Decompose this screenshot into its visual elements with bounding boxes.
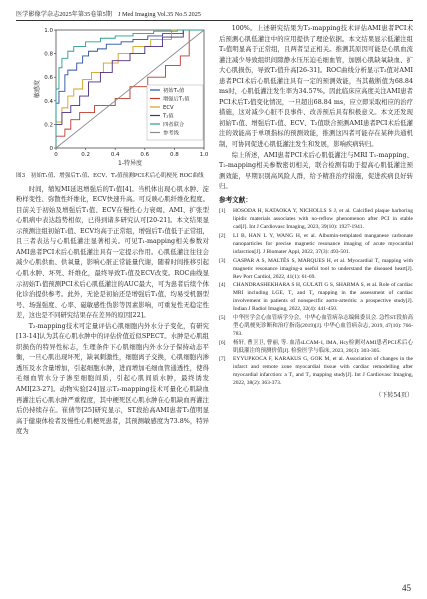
reference-text: CHANDRASHEKHARA S H, GULATI G S, SHARMA S, et al. Role of cardiac MRI including LGE, T₁ and T₂ mapping in the assessment of cardiac involvement in patients of nonspecific aorto-arteritis: a prospective study[J]. Indian J Radiol Imaging, 2022, 32(4): 441-450. [233,282,413,313]
roc-chart [16,24,209,170]
legend-label: T₂值 [163,113,174,120]
reference-text: 中华医学会心血管病学分会，中华心血管病杂志编辑委员会. 急性ST段抬高型心肌梗死诊断和治疗指南(2019)[J]. 中华心血管病杂志, 2019, 47(10): 766-783. [233,314,413,337]
left-paragraph-1: 时间，缩短MI延迟增强后的T₁值[4]。当机体出现心肌水肿、淀粉样变性、弥散性纤维化，ECV快速升高。可反映心肌纤维化程度。目前关于初始及增强后T₁值、ECV在慢性心力衰竭、AMI、扩张型心肌病中表达趋势相似，已得到诸多研究认可[20-21]。本文结果显示预测注组初始T₁值、ECV均高于正常组，增强后T₁值低于正常组，且三者表达与心肌低灌注显著相关。可见T₁-mapping相关参数对AMI患者PCI术后心肌低灌注具有一定提示作用。心肌低灌注往往会减少心肌供血、供氧量，影响心脏正常能量代谢，随着时间推移引起心肌水肿、坏死、纤维化，最终导致T₁值及ECV改变。ROC曲线显示初始T₁值预测PCI术后心肌低灌注的AUC最大，可为患者后续个体化诊治提供参考。此外，无论是初始还是增强后T₁值，均易受机器型号、场强强度、心率、磁敏感性伪影等因素影响，可重复性无稳定性差，这也是不同研究结果存在差异的原因[22]。 [16,185,209,320]
y-tick-label: 0.4 [44,98,53,105]
reference-text: 杨轩, 曹卫卫, 曹丽, 等. 血清sLCAM-1, IMA, Hcy检测对AMI患者PCI术后心肌低灌注的预测价值[J]. 检验医学与临床, 2023, 20(3): 303-305. [233,339,413,354]
reference-text: LI B, HAN L Y, WANG H, et al. Albumin-templated manganese carbonate nanoparticles for precise magnetic resonance imaging of acute myocardial infarction[J]. J Biomater Appl, 2022, 37(3): 493-501. [233,232,413,256]
right-paragraph-1: 100%。上述研究结果为T₂-mapping技术评估AMI患者PCI术后预测心肌低灌注中的应用提供了理论依据。本文结果显示低灌注组T₂值明显高于正常组，且两者呈正相关。推测其原因可能是心肌血流灌注减少导致组织间隙静水压压迫毛细血管，加剧心肌缺氧缺血、扩大心肌损伤，导致T₂值升高[26-31]。ROC曲线分析显示T₂值对AMI患者PCI术后心肌低灌注具有一定的预测效能，当其截断值为68.84 ms时，心肌低灌注发生率为34.57%。因此临床应高度关注AMI患者PCI术后T₂值变化情况，一旦超出68.84 ms，应立即采取相应的治疗措施，这对减少心脏不良事件、改善预后具有积极意义。本文还发现初始T₁值、增强后T₁值、ECV、T₂值联合预测AMI患者PCI术后低灌注的效能高于单项指标的预测效能，推测这四者可能存在某种共通机制，可协同促进心肌低灌注发生和发展，影响疾病转归。 [219,25,413,149]
reference-item [219,339,413,355]
x-tick-label: 0.6 [140,152,150,158]
x-tick-label: 0.8 [170,152,179,158]
reference-item [219,207,413,231]
legend-label: ECV [163,105,174,111]
y-tick-label: 0.8 [44,51,53,58]
reference-item [219,314,413,338]
x-axis-label: 1-特异度 [118,160,142,167]
right-column [219,24,413,402]
x-tick-label: 0 [54,152,58,158]
reference-list [219,207,413,387]
x-tick-label: 0.4 [110,152,120,158]
reference-number: [5] [219,314,226,321]
continued-note: （下转54页） [375,392,413,400]
legend-label: 四者联合 [163,122,185,128]
right-paragraph-2: 综上所述，AMI患者PCI术后心肌低灌注与MRI T₁-mapping、T₂-mapping相关参数密切相关，联合检测有助于提高心肌低灌注预测效能，早期识别高风险人群，给予精准治疗措施，促进疾病良好转归。 [219,151,413,191]
legend-label: 初始T₁值 [163,88,185,94]
references-title: 参考文献： [219,195,252,204]
reference-text: EYYUPKOCA F, KARAKUS G, GOK M, et al. Association of changes in the infarct and remote zone myocardial tissue with cardiac remodelling after myocardial infarction: a T₁ and T₂ mapping study[J]. Int J Cardiovasc Imaging, 2022, 38(2): 363-373. [233,356,413,387]
reference-item [219,355,413,387]
reference-number: [4] [219,282,226,289]
legend-label: 参考线 [163,130,179,137]
reference-number: [2] [219,232,226,239]
page-number: 45 [402,583,411,593]
reference-number: [7] [219,356,226,363]
y-axis-label: 敏感度 [34,79,41,99]
y-tick-label: 0.2 [44,122,53,129]
legend-label: 增强后T₁值 [163,96,190,103]
reference-text: GASPAR A S, MALTÊS S, MARQUES H, et al. Myocardial T₁ mapping with magnetic resonance imaging-a useful tool to understand the diseased heart[J]. Rev Port Cardiol, 2022, 41(1): 61-69. [233,257,413,280]
reference-number: [3] [219,257,226,264]
reference-number: [6] [219,339,226,346]
reference-item [219,281,413,313]
reference-item [219,257,413,281]
y-tick-label: 0 [49,146,53,152]
running-header [16,4,413,21]
left-paragraph-2: T₂-mapping技术可定量评估心肌细胞内外水分子变化，有研究[13-14]认为其在心肌水肿中的评估价值近似SPECT。水肿是心肌组织损伤的特异性标志，生理条件下心肌细胞内外水分子保持动态平衡，一旦心肌出现坏死，缺氧刺激性，细胞离子交换，心肌细胞内渗透压及水含量增加，引起细胞水肿，进而增加毛细血管通透性，使得毛细血管水分子渗至细胞间质，引起心肌间质水肿，最终诱发AMI[23-27]。动物实验[24]显示T₂-mapping技术可量化心肌缺血再灌注后心肌水肿严重程度，其中梗死区心肌水肿在心肌缺血再灌注后仍持续存在。崔倩等[25]研究显示，ST段抬高AMI患者T₂值明显高于健康体检者及慢性心肌梗死患者，其预测敏感度为73.8%，特异度为 [16,322,209,436]
x-tick-label: 0.2 [81,152,90,158]
reference-number: [1] [219,208,226,215]
y-tick-label: 1.0 [44,28,53,34]
x-tick-label: 1.0 [199,152,209,158]
y-tick-label: 0.6 [44,75,53,82]
figure-caption: 图3 初始T₁值、增强后T₁值、ECV、T₂值预测PCI术后心肌梗死 ROC曲线 [16,173,204,179]
reference-text: HOSODA H, KATAOKA Y, NICHOLLS S J, et al. Calcified plaque harboring lipidic materials associates with no-reflow phenomenon after PCI in stable cad[J]. Int J Cardiovasc Imaging, 2023, 39(10): 1927-1941. [233,208,413,231]
reference-item [219,232,413,256]
journal-info: 医学影像学杂志2025年第35卷第5期 J Med Imaging Vol.35 No.5 2025 [16,11,201,18]
left-column [16,24,209,438]
roc-figure [16,24,209,170]
